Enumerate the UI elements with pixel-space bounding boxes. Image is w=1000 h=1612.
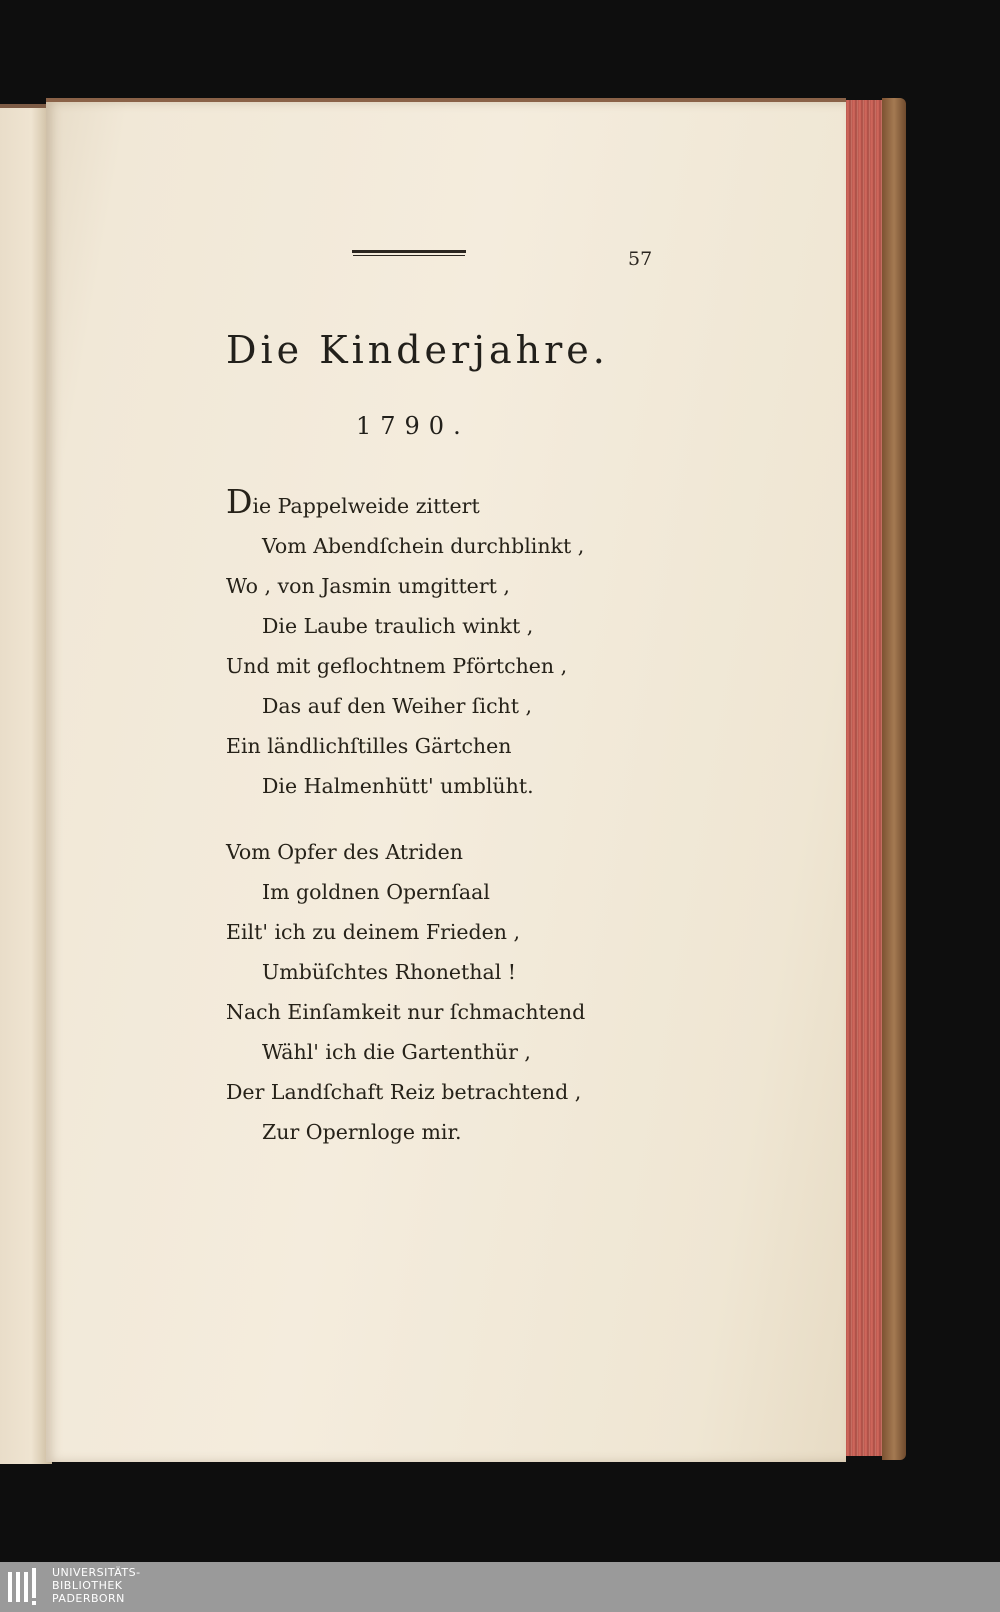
poem-line: Umbüſchtes Rhonethal !	[262, 960, 517, 984]
stanza-2	[226, 832, 626, 1152]
poem-line: Der Landſchaft Reiz betrachtend ,	[226, 1080, 582, 1104]
poem-line: Nach Einſamkeit nur ſchmachtend	[226, 1000, 586, 1024]
poem-line: Im goldnen Opernſaal	[262, 880, 490, 904]
poem-line: Die Laube traulich winkt ,	[262, 614, 534, 638]
book-cover-edge	[882, 98, 906, 1460]
logo-line-2: BIBLIOTHEK	[52, 1579, 123, 1592]
poem-line: Vom Abendſchein durchblinkt ,	[262, 534, 585, 558]
poem-line: Das auf den Weiher ſicht ,	[262, 694, 533, 718]
footer-bar	[0, 1562, 1000, 1612]
stanza-1	[226, 482, 626, 806]
left-page-edge	[0, 104, 52, 1464]
poem-title: Die Kinderjahre.	[226, 328, 609, 372]
poem-line: Ein ländlichſtilles Gärtchen	[226, 734, 512, 758]
library-logo-icon	[6, 1566, 46, 1608]
poem-line: Zur Opernloge mir.	[262, 1120, 462, 1144]
logo-line-3: PADERBORN	[52, 1592, 125, 1605]
poem-line: Wähl' ich die Gartenthür ,	[262, 1040, 531, 1064]
logo-line-1: UNIVERSITÄTS-	[52, 1566, 141, 1579]
library-logo-text	[52, 1566, 141, 1605]
poem-line: Eilt' ich zu deinem Frieden ,	[226, 920, 521, 944]
poem-line: Vom Opfer des Atriden	[226, 840, 463, 864]
drop-cap: D	[226, 482, 253, 521]
poem-line: Die Halmenhütt' umblüht.	[262, 774, 534, 798]
poem-line: Und mit geflochtnem Pförtchen ,	[226, 654, 568, 678]
header-rule	[352, 250, 466, 253]
poem-line	[226, 482, 626, 526]
poem-year: 1790.	[356, 412, 470, 440]
page-number: 57	[628, 248, 653, 270]
poem-line: Wo , von Jasmin umgittert ,	[226, 574, 510, 598]
poem-line-text: ie Pappelweide zittert	[252, 494, 480, 518]
